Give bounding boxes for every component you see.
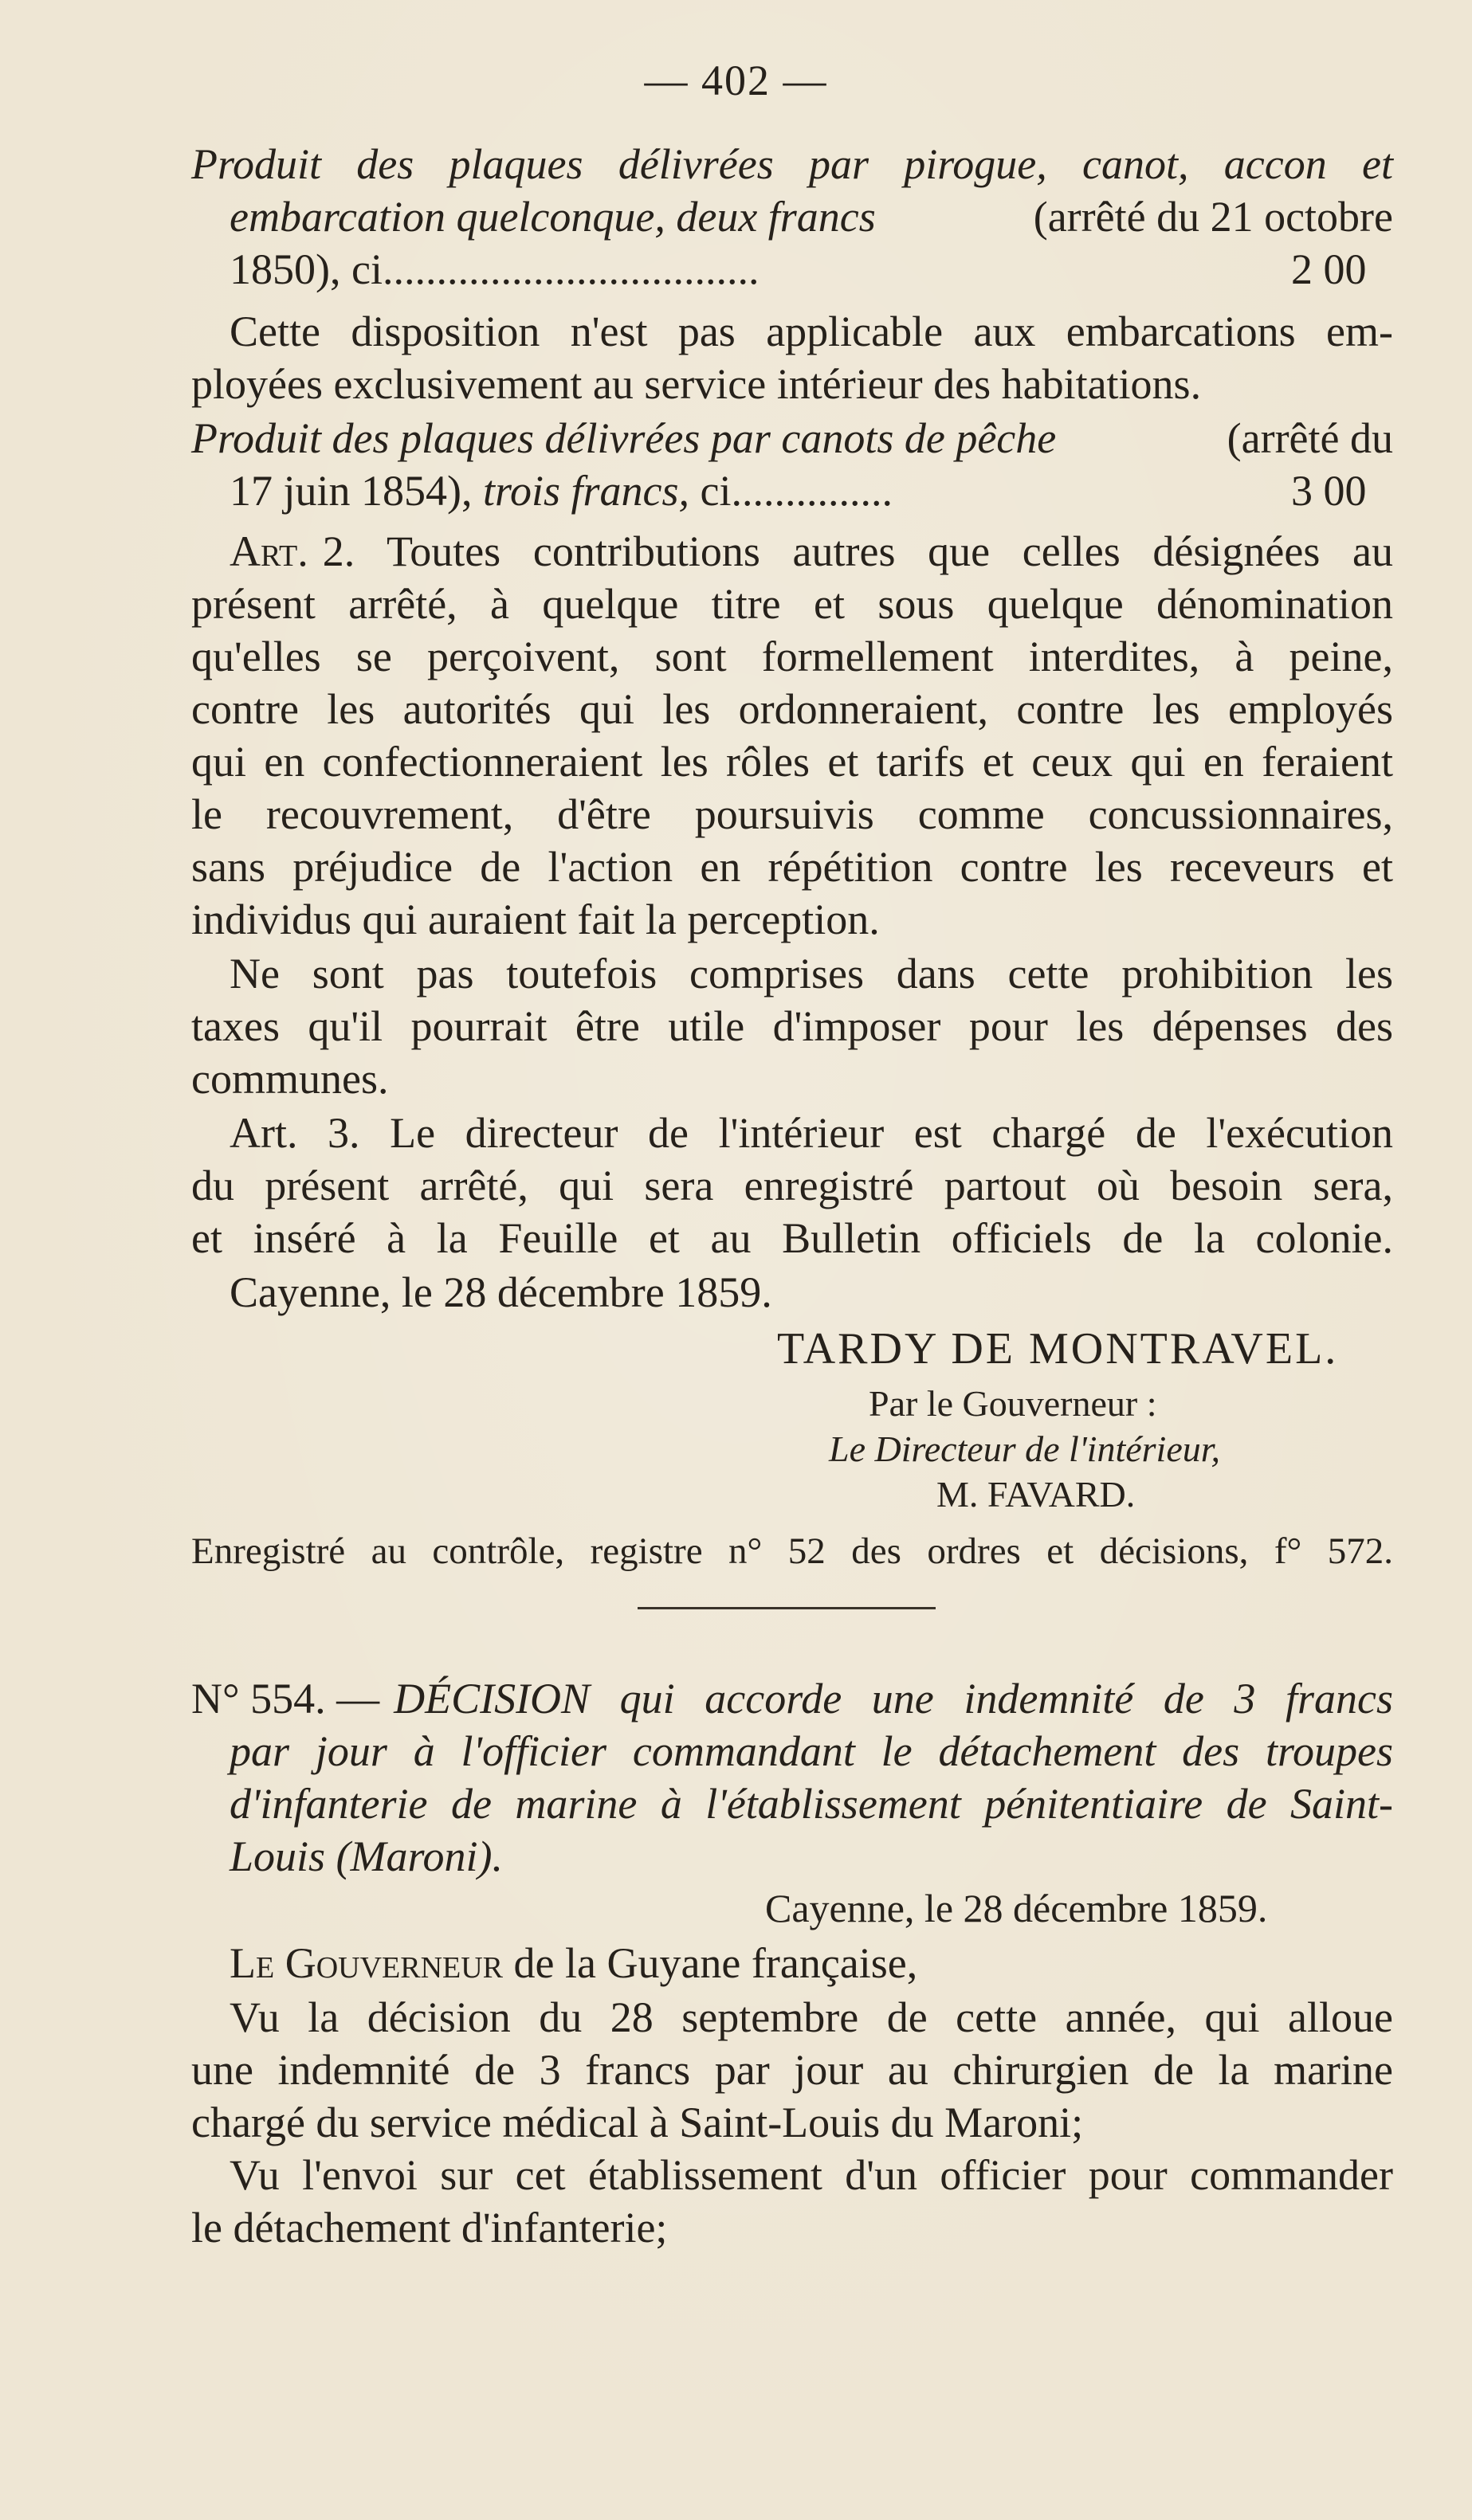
place-date: Cayenne, le 28 décembre 1859.: [765, 1886, 1268, 1930]
text-fragment: Produit des plaques délivrées par canots de pêche: [191, 414, 1057, 462]
text-line: qu'elles se perçoivent, sont formellement interdites, à peine,: [191, 633, 1393, 680]
text-fragment: (arrêté du 21 octobre: [1033, 193, 1393, 241]
text-line: qui en confectionneraient les rôles et tarifs et ceux qui en feraient: [191, 738, 1393, 786]
text-line: [191, 412, 1393, 464]
text-fragment: (arrêté du: [1227, 414, 1393, 462]
text-line: présent arrêté, à quelque titre et sous quelque dénomination: [191, 580, 1393, 628]
page-number: — 402 —: [644, 57, 828, 104]
text-line: et inséré à la Feuille et au Bulletin officiels de la colonie.: [191, 1214, 1393, 1262]
text-line: sans préjudice de l'action en répétition contre les receveurs et: [191, 843, 1393, 891]
text-line: Art. 3. Le directeur de l'intérieur est chargé de l'exécution: [230, 1109, 1393, 1157]
signature-name: TARDY DE MONTRAVEL.: [777, 1324, 1339, 1374]
text-line: taxes qu'il pourrait être utile d'imposer pour les dépenses des: [191, 1002, 1393, 1050]
text-line: Ne sont pas toutefois comprises dans cette prohibition les: [230, 950, 1393, 997]
text-line: chargé du service médical à Saint-Louis du Maroni;: [191, 2099, 1084, 2146]
text-fragment: 1850), ci: [230, 245, 383, 293]
text-line: communes.: [191, 1055, 389, 1103]
amount: 3 00: [1291, 467, 1367, 515]
leader-dots: ...................................: [382, 245, 760, 293]
signature-line: Le Directeur de l'intérieur,: [829, 1429, 1221, 1469]
text-line: le recouvrement, d'être poursuivis comme concussionnaires,: [191, 790, 1393, 838]
text-line: individus qui auraient fait la perception.: [191, 896, 880, 943]
text-line: Louis (Maroni).: [230, 1832, 504, 1880]
decision-number: N° 554. —: [191, 1675, 380, 1722]
text-line: une indemnité de 3 francs par jour au chirurgien de la marine: [191, 2046, 1393, 2094]
text-line: [230, 190, 1393, 243]
text-line: par jour à l'officier commandant le détachement des troupes: [230, 1727, 1393, 1775]
text-line: Vu l'envoi sur cet établissement d'un officier pour commander: [230, 2151, 1393, 2199]
decision-title: DÉCISION qui accorde une indemnité de 3 francs: [394, 1675, 1393, 1722]
governor-label: Le Gouverneur: [230, 1939, 504, 1987]
text-line: [230, 1937, 917, 1989]
article-label: Art.: [230, 527, 308, 575]
text-fragment: 2. Toutes contributions autres que celles désignées au: [322, 527, 1393, 575]
amount: 2 00: [1291, 245, 1367, 293]
text-line: Produit des plaques délivrées par pirogue, canot, accon et: [191, 140, 1393, 188]
decision-heading: [191, 1672, 1393, 1725]
text-line: [230, 464, 893, 517]
text-fragment: ci...............: [700, 467, 893, 515]
signature-line: Par le Gouverneur :: [869, 1383, 1157, 1424]
text-fragment: de la Guyane française,: [513, 1939, 918, 1987]
section-divider: [638, 1607, 936, 1609]
signature-line: M. FAVARD.: [936, 1474, 1136, 1515]
text-line: Cette disposition n'est pas applicable aux embarcations em-: [230, 308, 1393, 355]
text-line: ployées exclusivement au service intérieur des habitations.: [191, 360, 1202, 408]
place-date: Cayenne, le 28 décembre 1859.: [230, 1268, 772, 1316]
text-line: du présent arrêté, qui sera enregistré partout où besoin sera,: [191, 1162, 1393, 1209]
text-line: Vu la décision du 28 septembre de cette année, qui alloue: [230, 1993, 1393, 2041]
text-fragment: trois francs,: [483, 467, 690, 515]
text-line: d'infanterie de marine à l'établissement pénitentiaire de Saint-: [230, 1780, 1393, 1828]
text-fragment: embarcation quelconque, deux francs: [230, 193, 876, 241]
registration-note: Enregistré au contrôle, registre n° 52 des ordres et décisions, f° 572.: [191, 1530, 1393, 1572]
text-line: le détachement d'infanterie;: [191, 2204, 668, 2252]
text-line: contre les autorités qui les ordonneraient, contre les employés: [191, 685, 1393, 733]
text-fragment: 17 juin 1854),: [230, 467, 473, 515]
text-line: [230, 243, 759, 296]
text-line: [230, 525, 1393, 578]
